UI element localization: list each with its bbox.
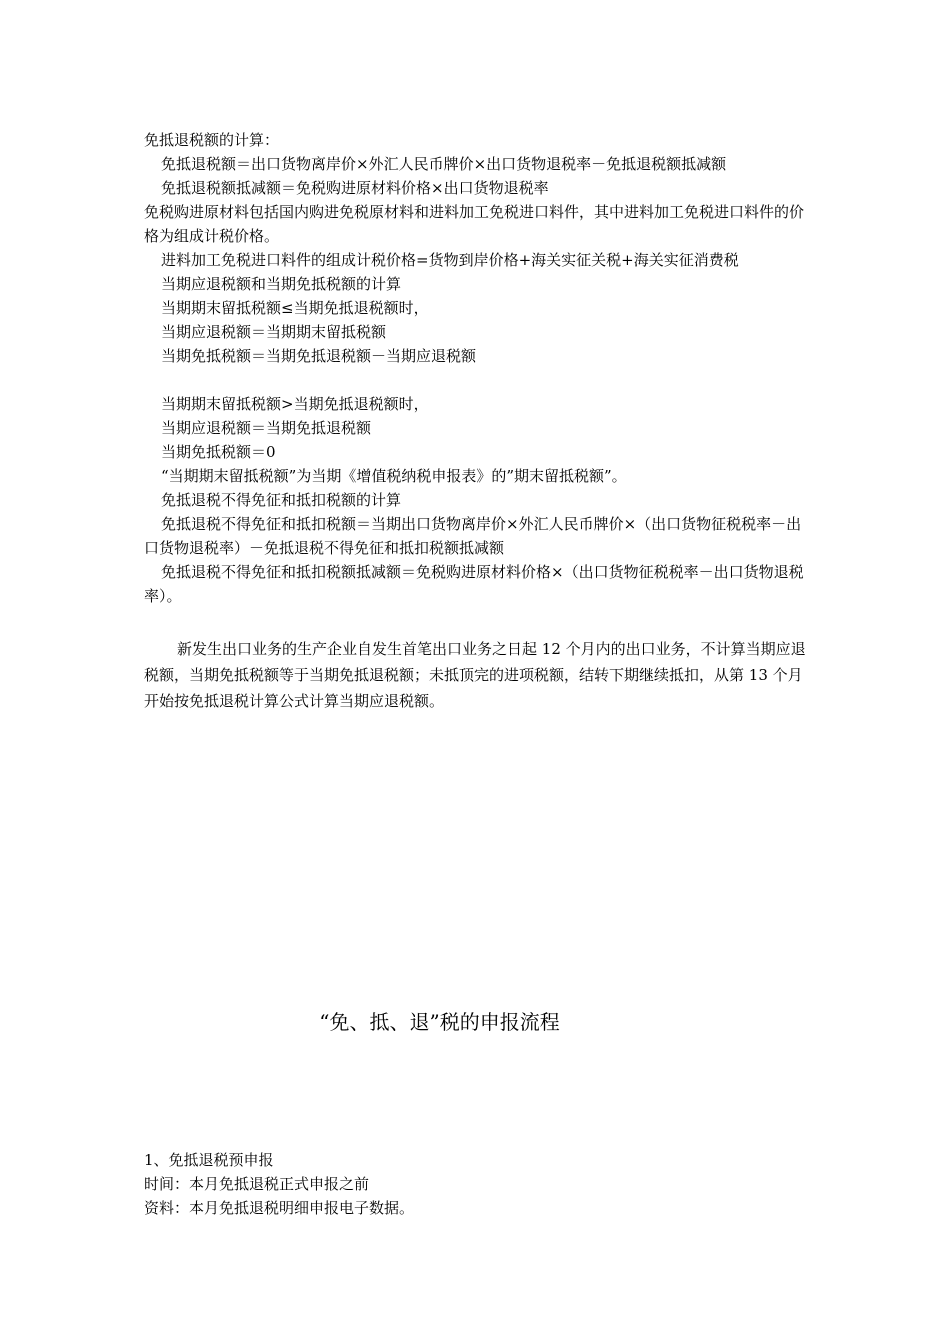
formula-line: 进料加工免税进口料件的组成计税价格=货物到岸价格+海关实征关税+海关实征消费税 bbox=[161, 251, 739, 269]
paragraph: 免税购进原材料包括国内购进免税原材料和进料加工免税进口料件，其中进料加工免税进口料件的价格为组成计税价格。 bbox=[144, 203, 805, 245]
calculation-section bbox=[144, 128, 809, 714]
filing-section bbox=[144, 1148, 809, 1220]
condition-line: 当期期末留抵税额≤当期免抵退税额时， bbox=[161, 299, 429, 317]
formula-line: 免抵退税额＝出口货物离岸价×外汇人民币牌价×出口货物退税率－免抵退税额抵减额 bbox=[161, 155, 727, 173]
step-heading: 1、免抵退税预申报 bbox=[144, 1151, 274, 1169]
note-line: “当期期末留抵税额”为当期《增值税纳税申报表》的”期末留抵税额”。 bbox=[161, 467, 627, 485]
subsection-heading: 当期应退税额和当期免抵税额的计算 bbox=[161, 275, 402, 293]
formula-line: 当期免抵税额＝0 bbox=[161, 443, 276, 461]
paragraph: 新发生出口业务的生产企业自发生首笔出口业务之日起 12 个月内的出口业务，不计算当期应退税额，当期免抵税额等于当期免抵退税额；未抵顶完的进项税额，结转下期继续抵扣，从第 13 个月开始按免抵退税计算公式计算当期应退税额。 bbox=[144, 640, 806, 710]
condition-line: 当期期末留抵税额>当期免抵退税额时， bbox=[161, 395, 429, 413]
blank-line bbox=[144, 608, 809, 632]
paragraph: 免抵退税不得免征和抵扣税额＝当期出口货物离岸价×外汇人民币牌价×（出口货物征税税率－出口货物退税率）－免抵退税不得免征和抵扣税额抵减额 bbox=[144, 515, 802, 557]
time-line: 时间：本月免抵退税正式申报之前 bbox=[144, 1175, 370, 1193]
formula-line: 当期应退税额＝当期免抵退税额 bbox=[161, 419, 372, 437]
page-title: “免、抵、退”税的申报流程 bbox=[319, 1010, 560, 1034]
materials-line: 资料：本月免抵退税明细申报电子数据。 bbox=[144, 1199, 415, 1217]
paragraph: 免抵退税不得免征和抵扣税额抵减额＝免税购进原材料价格×（出口货物征税税率－出口货物退税率）。 bbox=[144, 563, 804, 605]
subsection-heading: 免抵退税不得免征和抵扣税额的计算 bbox=[161, 491, 402, 509]
section-heading: 免抵退税额的计算： bbox=[144, 131, 280, 149]
blank-line bbox=[144, 368, 809, 392]
formula-line: 当期免抵税额＝当期免抵退税额－当期应退税额 bbox=[161, 347, 477, 365]
formula-line: 当期应退税额＝当期期末留抵税额 bbox=[161, 323, 387, 341]
formula-line: 免抵退税额抵减额＝免税购进原材料价格×出口货物退税率 bbox=[161, 179, 549, 197]
